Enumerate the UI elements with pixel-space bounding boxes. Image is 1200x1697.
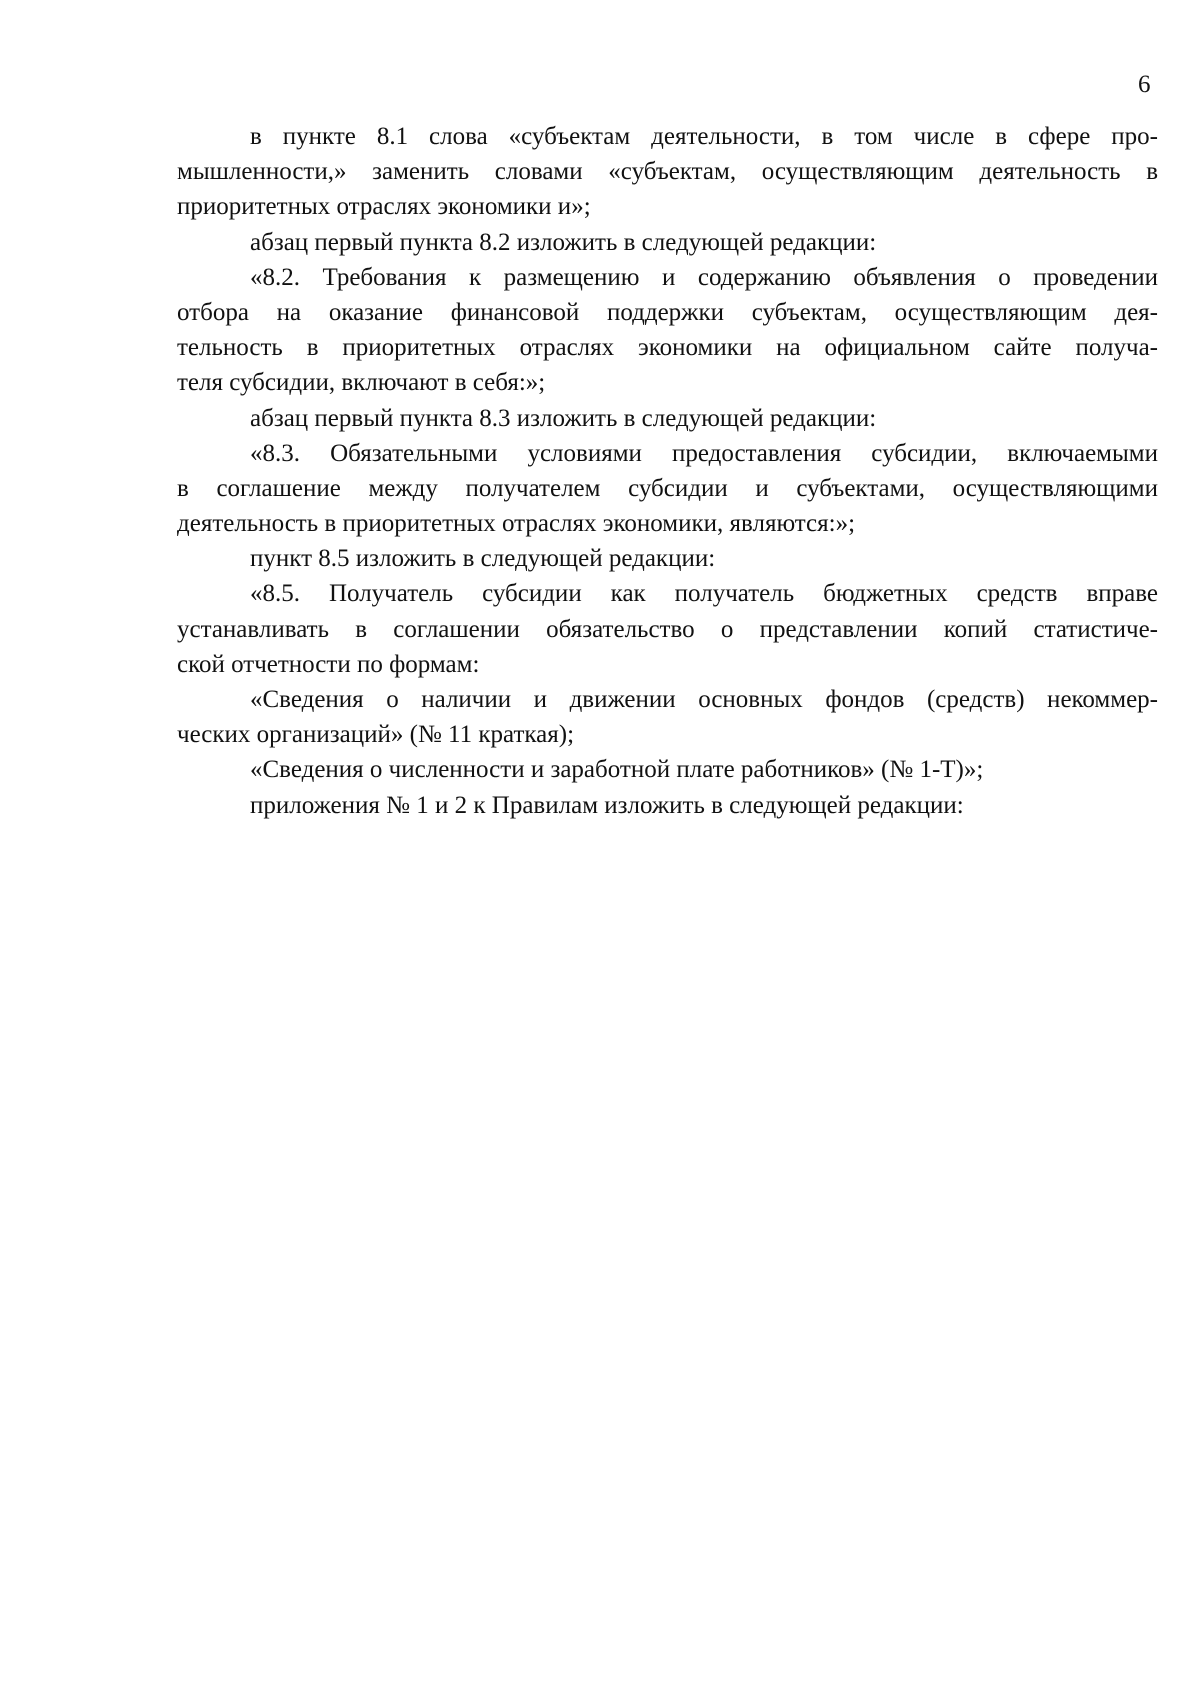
text-line: абзац первый пункта 8.3 изложить в следующей редакции:	[250, 404, 877, 432]
text-line: «8.3. Обязательными условиями предоставления субсидии, включаемыми	[250, 439, 1158, 467]
text-line: «Сведения о наличии и движении основных фондов (средств) некоммер-	[250, 686, 1158, 713]
text-line: «Сведения о численности и заработной плате работников» (№ 1-Т)»;	[250, 756, 984, 784]
body-text	[177, 119, 1158, 823]
text-line: деятельность в приоритетных отраслях экономики, являются:»;	[177, 510, 856, 538]
text-line: устанавливать в соглашении обязательство о представлении копий статистиче-	[177, 615, 1158, 643]
text-line: тельность в приоритетных отраслях экономики на официальном сайте получа-	[177, 334, 1158, 362]
text-line: «8.2. Требования к размещению и содержанию объявления о проведении	[250, 263, 1158, 291]
text-line: абзац первый пункта 8.2 изложить в следующей редакции:	[250, 228, 877, 256]
text-line: пункт 8.5 изложить в следующей редакции:	[250, 545, 716, 573]
text-line: ской отчетности по формам:	[177, 650, 480, 678]
text-line: «8.5. Получатель субсидии как получатель бюджетных средств вправе	[250, 580, 1158, 608]
text-line: теля субсидии, включают в себя:»;	[177, 369, 546, 397]
text-line: приоритетных отраслях экономики и»;	[177, 193, 591, 221]
text-line: приложения № 1 и 2 к Правилам изложить в следующей редакции:	[250, 791, 964, 819]
text-line: отбора на оказание финансовой поддержки субъектам, осуществляющим дея-	[177, 298, 1158, 326]
page-number: 6	[1138, 71, 1151, 98]
text-line: мышленности,» заменить словами «субъектам, осуществляющим деятельность в	[177, 158, 1158, 186]
text-line: ческих организаций» (№ 11 краткая);	[177, 721, 575, 749]
text-line: в пункте 8.1 слова «субъектам деятельности, в том числе в сфере про-	[250, 123, 1158, 150]
text-line: в соглашение между получателем субсидии и субъектами, осуществляющими	[177, 474, 1158, 502]
